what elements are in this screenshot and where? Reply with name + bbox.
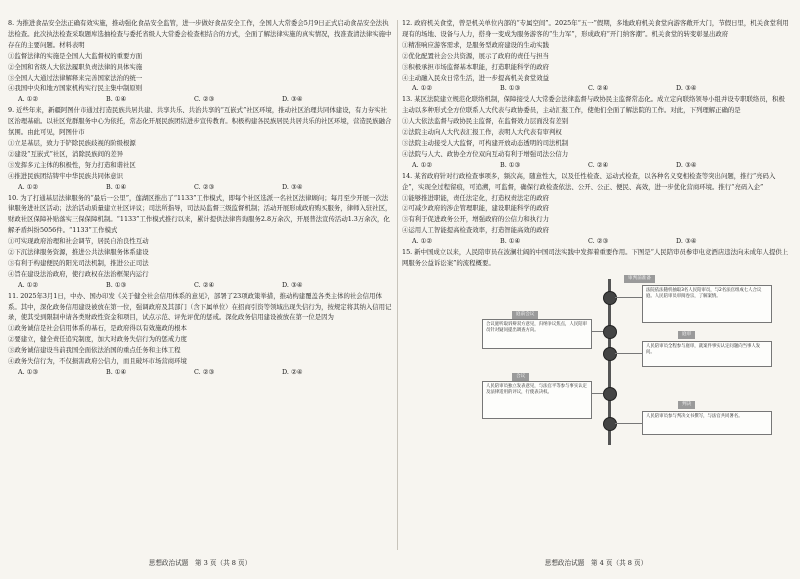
statement-option: ③政务诚信建设当前我国全面依法治国的重点任务和主体工程 xyxy=(8,346,181,355)
page-divider xyxy=(397,20,398,550)
question-item xyxy=(402,171,790,247)
answer-choice: D. ③④ xyxy=(676,237,697,246)
statement-option: ④运用人工智能提高检查效率，打造智能高效的政府 xyxy=(402,226,549,235)
flowchart-step-box: 人民陪审员全程参与庭审，就案件事实认定问题向当事人发问。 xyxy=(642,341,772,367)
question-stem: 10. 为了打通基层法律服务的“最后一公里”，莲湖区推出了“1133”工作模式，即每个社区选派一名社区法律顾问；每月至少开展一次法律服务进社区活动；法治活动质量建立社区评议；司法所指导，司法局监督三级监督机制；活动开展形成政府购买服务，律师入驻社区，财政社区保障补贴落实三保保障机制。“1133”工作模式推行以来，累计提供法律咨询服务2.8万余次，开展普法宣传活动1.3万余次，化解矛盾纠纷5056件。“1133”工作模式 xyxy=(8,193,392,235)
answer-choice: A. ①② xyxy=(18,95,39,104)
answer-choices xyxy=(18,280,392,291)
answer-choice: B. ①④ xyxy=(106,182,127,191)
flowchart-node xyxy=(603,347,617,361)
flowchart-step-box: 合议庭听取诉辩双方意见，归纳争议焦点，人民陪审员针对疑问提出调查方向。 xyxy=(482,319,592,349)
flowchart-step-box: 人民陪审员独立发表意见，与法官平等参与事实认定及法律适用的评议，行使表决权。 xyxy=(482,381,592,419)
statement-option: ②全国和省级人大依法履职负责法律的具体实施 xyxy=(8,62,143,71)
flowchart-step-label: 合议 xyxy=(512,373,529,381)
statement-option: ③有利于构建便民的阳光司法机制，推进公正司法 xyxy=(8,258,149,267)
answer-choice: B. ①④ xyxy=(106,95,127,104)
flowchart-node xyxy=(603,387,617,401)
statement-option: ③有利于促进政务公开，增强政府的公信力和执行力 xyxy=(402,215,549,224)
answer-choices xyxy=(412,236,790,247)
answer-choices xyxy=(18,182,392,193)
jury-process-flowchart xyxy=(482,273,782,451)
flowchart-connector xyxy=(615,423,642,424)
question-item xyxy=(8,18,392,105)
right-page xyxy=(402,0,790,579)
answer-choice: D. ③④ xyxy=(282,280,303,289)
statement-option: ④我国中央和地方国家机构实行民主集中制原则 xyxy=(8,84,143,93)
flowchart-step-label: 庭审 xyxy=(678,331,695,339)
flowchart-step-label: 审判前准备 xyxy=(624,275,655,283)
answer-choice: C. ②③ xyxy=(194,182,215,191)
left-page xyxy=(8,0,392,579)
answer-choice: D. ③④ xyxy=(282,182,303,191)
statement-option: ④主动融入民众日常生活，进一步提高机关食堂效益 xyxy=(402,73,549,82)
answer-choice: A. ①② xyxy=(18,280,39,289)
right-question-list xyxy=(402,18,790,269)
flowchart-step-label: 判决 xyxy=(678,401,695,409)
statement-option: ②优化配置社会公共资源，展示了政府的责任与担当 xyxy=(402,51,549,60)
answer-choice: B. ①③ xyxy=(106,280,127,289)
answer-choice: B. ①③ xyxy=(500,84,521,93)
question-item xyxy=(8,193,392,291)
answer-choices xyxy=(412,83,790,94)
answer-choices xyxy=(412,160,790,171)
statement-option: ④政务失信行为，不仅损害政府公信力，而且破坏市场营商环境 xyxy=(8,357,187,366)
answer-choice: B. ①④ xyxy=(106,368,127,376)
statement-option: ④推进民族团结铸牢中华民族共同体意识 xyxy=(8,171,124,180)
statement-option: ③发挥多元主体的积极性，努力打造和谐社区 xyxy=(8,160,136,169)
statement-option: ③积极承担市场监督基本职能，打造职能科学的政府 xyxy=(402,62,549,71)
flowchart-step-box: 人民陪审员参与判决文书撰写，与法官共同署名。 xyxy=(642,411,772,435)
question-stem: 15. 新中国成立以来，人民陪审员在波澜壮阔的中国司法实践中发挥着重要作用。下图是“人民陪审员参审电竞酒店违法向未成年人提供上网服务公益诉讼案”的流程概要。 xyxy=(402,248,789,267)
right-page-footer: 思想政治试题 第 4 页（共 8 页） xyxy=(544,559,648,567)
flowchart-step-label: 庭前会议 xyxy=(512,311,538,319)
answer-choice: D. ③④ xyxy=(676,160,697,169)
flowchart-connector xyxy=(592,393,603,394)
answer-choice: A. ①② xyxy=(18,182,39,191)
answer-choice: C. ②④ xyxy=(194,280,215,289)
answer-choice: C. ②④ xyxy=(588,84,609,93)
question-item xyxy=(8,291,392,378)
question-stem: 12. 政府机关食堂，曾是机关单位内部的“专属空间”。2025年“五一”假期，多地政府机关食堂向游客敞开大门，节假日里，机关食堂利用现有的场地、设备与人力，搭身一变成为服务游客的“生力军”，形成政府“开门纳客潮”。机关食堂的转变彰显出政府 xyxy=(402,19,789,38)
statement-option: ②要建立，健全责任追究制度，加大对政务失信行为的惩戒力度 xyxy=(8,335,187,344)
question-item xyxy=(402,247,790,269)
flowchart-connector xyxy=(615,353,642,354)
statement-option: ①政务诚信是社会信用体系的基石，是政府得以有效施政的根本 xyxy=(8,324,187,333)
question-item xyxy=(402,18,790,94)
statement-option: ③全国人大通过法律解释来完善国家法治的统一 xyxy=(8,73,143,82)
statement-option: ①立足基层，致力于铲除民族歧视的阶级根源 xyxy=(8,138,136,147)
statement-option: ①监督法律的实施是全国人大监督权的重要方面 xyxy=(8,51,143,60)
question-stem: 9. 近些年来，新疆阿图什市通过打造民族共居共建、共享共乐、共治共享的“互嵌式”社区环境，推动社区治理共同体建设，有力夯实社区治理基础。以社区党群服务中心为依托，常态化开展民族团结进步宣传教育。积极构建各民族居民共居共乐的社区环境，营造民族融合氛围。由此可见，阿图什市 xyxy=(8,106,392,137)
answer-choice: C. ②③ xyxy=(588,237,609,246)
question-item xyxy=(8,105,392,192)
answer-choice: A. ①② xyxy=(412,237,433,246)
flowchart-node xyxy=(603,291,617,305)
statement-option: ④旨在建设法治政府，使行政权在法治框架内运行 xyxy=(8,269,149,278)
answer-choice: D. ②④ xyxy=(282,368,303,376)
statement-option: ①可实现政府治理和社会调节，居民自治良性互动 xyxy=(8,237,149,246)
answer-choice: D. ③④ xyxy=(676,84,697,93)
flowchart-node xyxy=(603,417,617,431)
question-stem: 11. 2025年3月1日，中办、国办印发《关于健全社会信用体系的意见》，部署了23项政策举措，推动构建覆盖各类主体的社会信用体系。其中，深化政务信用建设被放在第一位，强调政府及其部门（含下属单位）在招商引资等领域出现失信行为，按规定将其纳入信用记录，使其受到限制申请各类财政性资金和项目，试点示范、评先评优的惩戒。深化政务信用建设被放在第一位是因为 xyxy=(8,291,392,322)
flowchart-node xyxy=(603,325,617,339)
answer-choice: A. ①② xyxy=(412,84,433,93)
question-item xyxy=(402,94,790,170)
statement-option: ③法院主动接受人大监督，可构建开放动态透明的司法机制 xyxy=(402,138,569,147)
statement-option: ②法院主动向人大代表汇报工作，表明人大代表有审判权 xyxy=(402,128,562,137)
answer-choice: B. ①④ xyxy=(500,237,521,246)
statement-option: ②建设“互嵌式”社区，消除民族间的差异 xyxy=(8,149,124,158)
left-page-footer: 思想政治试题 第 3 页（共 8 页） xyxy=(148,559,252,567)
question-stem: 13. 某区法院建立规范化联络机制，保障接受人大常委会法律监督与政协民主监督常态化。成立定向联络领导小组并设专职联络员，积极主动以多种形式全方位联系人大代表与政协委员，主动汇报工作，使他们全面了解法院的工作。对此，下列理解正确的是 xyxy=(402,95,785,115)
flowchart-connector xyxy=(615,297,642,298)
answer-choices xyxy=(18,367,392,378)
answer-choice: A. ①③ xyxy=(18,368,39,376)
statement-option: ①精准响应游客需求，是服务型政府建设的生动实践 xyxy=(402,40,549,49)
statement-option: ②下沉法律服务资源，推进公共法律服务体系建设 xyxy=(8,248,149,257)
flowchart-step-box: 法院依法随机抽取3名人民陪审员，与2名法官组成七人合议庭。人民陪审员审阅卷宗，了解案情。 xyxy=(642,285,772,323)
statement-option: ②可减少政府的涉企管理职能，建设职能科学的政府 xyxy=(402,204,549,213)
answer-choice: B. ①③ xyxy=(500,160,521,169)
answer-choice: D. ③④ xyxy=(282,95,303,104)
question-stem: 8. 为推进食品安全法正确有效实施，推动强化食品安全监管，进一步做好食品安全工作，全国人大常委会5月9日正式启动食品安全法执法检查。此次执法检查采取题库选抽检查与委托省级人大常委会检查相结合的方式，全面了解法律实施的真实情况，找准查清法律实施中存在的主要问题。材料表明 xyxy=(8,19,392,49)
statement-option: ④法院与人大、政协全方位双向互动有利于增强司法公信力 xyxy=(402,149,569,158)
answer-choice: C. ②③ xyxy=(194,95,215,104)
answer-choice: C. ②④ xyxy=(588,160,609,169)
question-stem: 14. 某省政府针对行政检查事项多，频次高，随意性大，以及任性检查、运动式检查，以各种名义变相检查等突出问题，推行“亮码入企”，实现全过程留痕，可追溯，可监督，确保行政检查依法、公开、公正、便民、高效，进一步优化营商环境。推行“亮码入企” xyxy=(402,171,776,191)
answer-choices xyxy=(18,94,392,105)
statement-option: ①人大依法监督与政协民主监督，在监督效力层面没有差别 xyxy=(402,117,569,126)
left-question-list xyxy=(8,18,392,378)
flowchart-connector xyxy=(592,331,603,332)
answer-choice: A. ①② xyxy=(412,160,433,169)
answer-choice: C. ②③ xyxy=(194,368,215,376)
statement-option: ①能够推进职能，责任法定化，打造权责法定的政府 xyxy=(402,193,549,202)
